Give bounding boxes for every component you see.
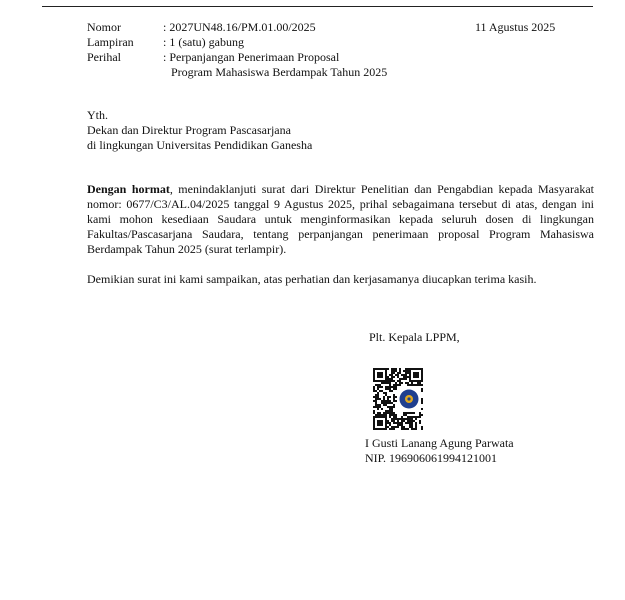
body-paragraph-2: Demikian surat ini kami sampaikan, atas perhatian dan kerjasamanya diucapkan terima kasih. [87,272,537,286]
recipient-line-1: Dekan dan Direktur Program Pascasarjana [87,123,291,137]
letter-date: 11 Agustus 2025 [475,20,556,34]
perihal-value: : Perpanjangan Penerimaan Proposal [163,50,340,64]
top-rule [42,6,593,7]
salutation: Dengan hormat [87,182,170,196]
nomor-label: Nomor [87,20,121,34]
nomor-value: : 2027UN48.16/PM.01.00/2025 [163,20,316,34]
signature-title: Plt. Kepala LPPM, [369,330,460,344]
perihal-label: Perihal [87,50,121,64]
recipient-block [87,108,312,153]
perihal-value-continued: Program Mahasiswa Berdampak Tahun 2025 [171,65,388,79]
qr-signature-code [373,368,423,430]
signer-block [365,436,514,466]
lampiran-value: : 1 (satu) gabung [163,35,244,49]
signer-name: I Gusti Lanang Agung Parwata [365,436,514,450]
recipient-line-2: di lingkungan Universitas Pendidikan Ganesha [87,138,313,152]
recipient-greeting: Yth. [87,108,108,122]
signer-nip: NIP. 196906061994121001 [365,451,498,465]
lampiran-label: Lampiran [87,35,134,49]
body-paragraph-1 [87,182,594,257]
body-paragraph-1-text: , menindaklanjuti surat dari Direktur Penelitian dan Pengabdian kepada Masyarakat nomor: 0677/C3/AL.04/2025 tanggal 9 Agustus 2025, prihal sebagaimana tersebut di atas, dengan ini kami mohon kesediaan Saudara untuk menginformasikan kepada seluruh dosen di lingkungan Fakultas/Pascasarjana Saudara, tentang perpanjangan penerimaan proposal Program Mahasiswa Berdampak Tahun 2025 (surat terlampir). [87,182,594,256]
